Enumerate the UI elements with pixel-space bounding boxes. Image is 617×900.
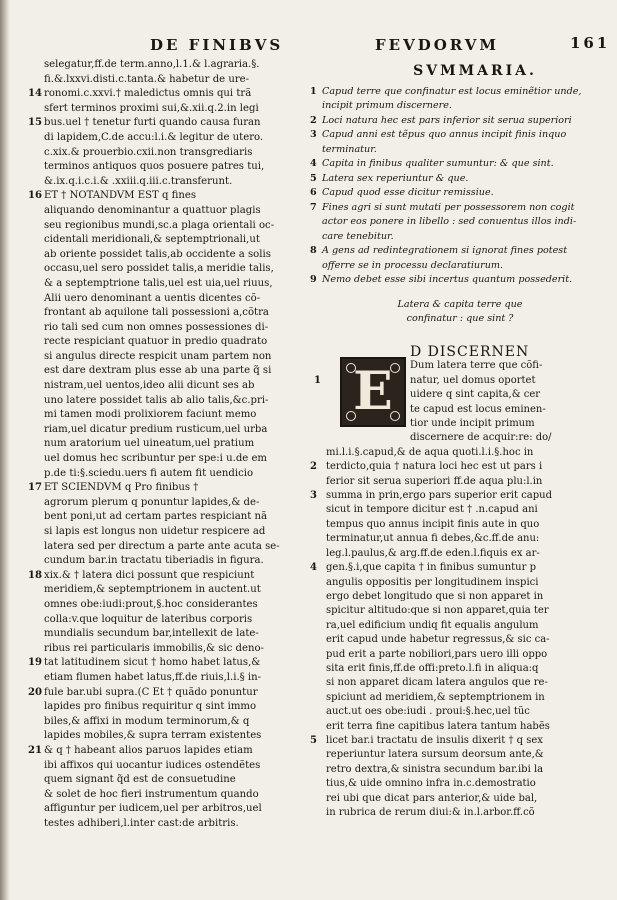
line-text: erit terra fine capitibus latera tantum habẽs: [326, 720, 550, 732]
margin-number: 1: [310, 85, 317, 97]
text-line: [28, 175, 313, 190]
line-text: ET SCIENDVM q Pro finibus †: [44, 482, 199, 494]
initial-letter: E: [353, 361, 393, 422]
text-line: [28, 204, 313, 219]
text-line: [28, 379, 313, 394]
text-line: [310, 676, 610, 690]
line-text: Latera sex reperiuntur & que.: [322, 172, 469, 184]
line-text: uno latere possidet talis ab alio talis,&c.pri-: [44, 394, 269, 406]
line-text: agrorum plerum q ponuntur lapides,& de-: [44, 496, 260, 508]
left-text-column: [28, 58, 313, 831]
line-text: actor eos ponere in libello : sed conuentus illos indi-: [322, 216, 577, 227]
text-line: [28, 510, 313, 525]
text-line: [28, 423, 313, 438]
line-text: omnes obe:iudi:prout,§.hoc considerantes: [44, 598, 258, 610]
text-line: [310, 633, 610, 647]
text-line: [310, 648, 610, 662]
margin-number: 5: [310, 734, 317, 746]
line-text: ronomi.c.xxvi.† maledictus omnis qui trã: [44, 88, 252, 100]
line-text: terminatur.: [322, 143, 377, 155]
text-line: [28, 569, 313, 584]
line-text: p.de ti:§.sciedu.uers fi autem fit uendicio: [44, 467, 254, 479]
line-text: fule bar.ubi supra.(C Et † quãdo ponuntur: [44, 686, 258, 698]
line-text: nistram,uel uentos,ideo alii dicunt ses ab: [44, 380, 255, 392]
folio-number: 161: [570, 34, 611, 52]
text-line: [310, 806, 610, 820]
summaria-list: [310, 85, 610, 288]
text-line: [28, 554, 313, 569]
line-text: tius,& uide omnino infra in.c.demostratio: [326, 778, 536, 790]
line-text: mundialis secundum bar,intellexit de late-: [44, 628, 259, 640]
text-line: [310, 403, 610, 417]
text-line: [310, 489, 610, 503]
line-text: sfert terminos proximi sui,&.xii.q.2.in legi: [44, 102, 259, 114]
line-text: si non apparet dicam latera angulos que re-: [326, 677, 548, 689]
text-line: [28, 598, 313, 613]
text-line: [310, 763, 610, 777]
text-line: [28, 131, 313, 146]
margin-number: 18: [28, 569, 43, 581]
text-line: [310, 705, 610, 719]
line-text: natur, uel domus oportet: [410, 374, 536, 386]
text-line: [28, 496, 313, 511]
line-text: rio tali sed cum non omnes possessiones di-: [44, 321, 269, 333]
line-text: tempus quo annus incipit finis aute in quo: [326, 518, 540, 530]
line-text: tior unde incipit primum: [410, 418, 535, 430]
margin-number: 3: [310, 129, 317, 140]
margin-number: 3: [310, 490, 317, 502]
line-text: di lapidem,C.de accu:l.i.& legitur de utero.: [44, 131, 264, 143]
margin-number: 1: [314, 374, 321, 386]
text-line: [28, 773, 313, 788]
text-line: [28, 102, 313, 117]
line-text: mi tamen modi prolixiorem faciunt memo: [44, 409, 257, 421]
line-text: incipit primum discernere.: [322, 100, 452, 111]
text-line: [310, 172, 610, 187]
text-line: [28, 350, 313, 365]
line-text: Capud terre que confinatur est locus eminẽtior unde,: [322, 85, 582, 97]
line-text: & q † habeant alios paruos lapides etiam: [44, 744, 253, 756]
line-text: affiguntur per iudicem,uel per arbitros,uel: [44, 803, 262, 815]
line-text: angulis oppositis per longitudinem inspici: [326, 576, 539, 588]
line-text: biles,& affixi in modum terminorum,& q: [44, 715, 250, 727]
line-text: Nemo debet esse sibi incertus quantum possederit.: [322, 274, 573, 285]
line-text: gen.§.i,que capita † in finibus sumuntur p: [326, 562, 536, 574]
line-text: in rubrica de rerum diui:& in.l.arbor.ff.cõ: [326, 807, 535, 818]
line-text: &.ix.q.i.c.i.& .xxiii.q.iii.c.transferunt.: [44, 175, 233, 187]
text-line: [28, 394, 313, 409]
section-subheading-line2: confinatur : que sint ?: [406, 313, 514, 324]
margin-number: 4: [310, 562, 317, 574]
text-line: [28, 408, 313, 423]
text-line: [310, 230, 610, 245]
text-line: [310, 662, 610, 676]
text-line: [310, 475, 610, 489]
text-line: [28, 262, 313, 277]
line-text: si angulus directe respicit unam partem non: [44, 350, 272, 362]
text-line: [310, 590, 610, 604]
text-line: [310, 359, 610, 373]
line-text: quem signant q̃d est de consuetudine: [44, 774, 236, 786]
margin-number: 16: [28, 190, 43, 202]
text-line: [310, 503, 610, 517]
text-line: [310, 792, 610, 806]
line-text: reperiuntur latera sursum deorsum ante,&: [326, 749, 544, 761]
text-line: [28, 87, 313, 102]
text-line: [28, 613, 313, 628]
line-text: cundum bar.in tractatu tiberiadis in figura.: [44, 555, 264, 567]
text-line: [28, 306, 313, 321]
line-text: te capud est locus eminen-: [410, 403, 546, 415]
margin-number: 14: [28, 88, 43, 100]
text-line: [310, 518, 610, 532]
text-line: [28, 540, 313, 555]
line-text: & solet de hoc fieri instrumentum quando: [44, 788, 259, 800]
line-text: num aratorium uel uineatum,uel pratium: [44, 438, 255, 450]
line-text: discernere de acquir:re: do/: [410, 432, 552, 444]
text-line: [28, 189, 313, 204]
text-line: [310, 547, 610, 561]
line-text: ribus rei particularis immobilis,& sic deno-: [44, 642, 264, 654]
text-line: [310, 244, 610, 259]
text-line: [310, 186, 610, 201]
line-text: sita erit finis,ff.de offi:preto.l.fi in aliqua:q: [326, 662, 539, 674]
text-line: [310, 157, 610, 172]
line-text: bent poni,ut ad certam partes respiciant nã: [44, 511, 268, 523]
line-text: terdicto,quia † natura loci hec est ut pars i: [326, 461, 543, 473]
text-line: [28, 744, 313, 759]
text-line: [28, 671, 313, 686]
text-line: [28, 160, 313, 175]
margin-number: 5: [310, 172, 317, 184]
text-line: [28, 802, 313, 817]
summaria-block: [310, 64, 610, 335]
text-line: [310, 388, 610, 402]
text-line: [28, 321, 313, 336]
line-text: erit capud unde habetur regressus,& sic ca-: [326, 634, 550, 646]
line-text: & a septemptrione talis,uel est uia,uel riuus,: [44, 277, 273, 289]
line-text: recte respiciant quatuor in predio quadrato: [44, 336, 268, 348]
line-text: licet bar.i tractatu de insulis dixerit † q sex: [326, 734, 543, 746]
line-text: ergo debet longitudo que si non apparet in: [326, 590, 544, 602]
line-text: meridiem,& septemptrionem in auctent.ut: [44, 584, 261, 596]
line-text: pud erit a parte nobiliori,pars uero illi oppo: [326, 648, 548, 660]
line-text: ibi affixos qui uocantur iudices ostendẽtes: [44, 759, 261, 771]
text-line: [310, 273, 610, 288]
line-text: fi.&.lxxvi.disti.c.tanta.& habetur de ure-: [44, 73, 250, 85]
text-line: [310, 128, 610, 143]
line-text: uidere q sint capita,& cer: [410, 389, 541, 401]
text-line: [310, 561, 610, 575]
line-text: uel domus hec scribuntur per spe:i u.de em: [44, 453, 268, 465]
text-line: [310, 720, 610, 734]
text-line: [310, 748, 610, 762]
text-line: [310, 259, 610, 274]
margin-number: 7: [310, 201, 317, 213]
text-line: [28, 467, 313, 482]
section-subheading-line1: Latera & capita terre que: [397, 298, 523, 310]
margin-number: 2: [310, 461, 317, 473]
line-text: retro dextra,& sinistra secundum bar.ibi la: [326, 763, 544, 775]
text-line: [310, 85, 610, 100]
text-line: [310, 114, 610, 129]
text-line: [28, 146, 313, 161]
text-line: [310, 777, 610, 791]
line-text: latera sed per directum a parte ante acuta se-: [44, 540, 280, 552]
line-text: etiam flumen habet latus,ff.de riuis,l.i.§ in-: [44, 671, 262, 683]
line-text: lapides mobiles,& supra terram existentes: [44, 730, 262, 742]
line-text: spiciunt ad meridiem,& septemptrionem in: [326, 691, 545, 703]
line-text: offerre se in processu declaratiurum.: [322, 259, 504, 271]
text-line: [310, 215, 610, 230]
text-line: [310, 99, 610, 114]
margin-number: 15: [28, 117, 43, 129]
line-text: mi.l.i.§.capud,& de aqua quoti.l.i.§.hoc in: [326, 446, 534, 458]
line-text: lapides pro finibus requiritur q sint immo: [44, 701, 257, 713]
margin-number: 6: [310, 187, 317, 198]
text-line: [310, 460, 610, 474]
text-line: [310, 374, 610, 388]
line-text: colla:v.que loquitur de lateribus corporis: [44, 613, 253, 625]
text-line: [28, 583, 313, 598]
text-line: [310, 576, 610, 590]
text-line: [310, 734, 610, 748]
summaria-title: SVMMARIA.: [413, 63, 537, 79]
text-line: [28, 277, 313, 292]
line-text: riam,uel dicatur predium rusticum,uel urba: [44, 423, 268, 435]
line-text: ET † NOTANDVM EST q fines: [44, 190, 197, 202]
text-line: [28, 233, 313, 248]
margin-number: 8: [310, 245, 317, 256]
text-line: [310, 143, 610, 158]
text-line: [28, 452, 313, 467]
text-line: [310, 446, 610, 460]
line-text: spicitur altitudo:que si non apparet,quia ter: [326, 605, 549, 617]
line-text: frontant ab aquilone tali possessioni a,cõtra: [44, 307, 269, 319]
text-line: [28, 481, 313, 496]
text-line: [28, 656, 313, 671]
text-line: [28, 58, 313, 73]
text-line: [310, 201, 610, 216]
line-text: bus.uel † tenetur furti quando causa furan: [44, 117, 261, 129]
line-text: si lapis est longus non uidetur respicere ad: [44, 526, 266, 537]
line-text: Capud anni est tẽpus quo annus incipit finis inquo: [322, 129, 567, 140]
margin-number: 19: [28, 657, 43, 669]
text-line: [28, 335, 313, 350]
text-line: [28, 292, 313, 307]
line-text: est dare dextram plus esse ab una parte q̃ si: [44, 365, 272, 377]
text-line: [28, 715, 313, 730]
text-line: [28, 116, 313, 131]
line-text: A gens ad redintegrationem si ignorat fines potest: [322, 245, 568, 256]
right-text-column: [310, 345, 610, 820]
margin-number: 2: [310, 114, 317, 126]
line-text: ab oriente possidet talis,ab occidente a solis: [44, 248, 271, 260]
text-line: [310, 431, 610, 445]
line-text: aliquando denominantur a quattuor plagis: [44, 204, 261, 216]
line-text: ferior sit serua superiori ff.de aqua plu:l.in: [326, 475, 543, 487]
line-text: xix.& † latera dici possunt que respiciunt: [44, 569, 255, 581]
line-text: ra,uel edificium undiq fit equalis angulum: [326, 619, 539, 631]
line-text: terminos antiquos quos posuere patres tui,: [44, 161, 265, 173]
text-line: [310, 345, 610, 359]
line-text: testes adhiberi,l.inter cast:de arbitris.: [44, 817, 239, 829]
text-line: [310, 532, 610, 546]
line-text: Alii uero denominant a uentis dicentes cõ-: [44, 292, 261, 304]
line-text: auct.ut oes obe:iudi . proui:§.hec,uel tũc: [326, 706, 530, 718]
text-line: [28, 525, 313, 540]
line-text: c.xix.& prouerbio.cxii.non transgrediaris: [44, 146, 253, 158]
text-line: [28, 627, 313, 642]
text-line: [28, 364, 313, 379]
margin-number: 4: [310, 158, 317, 169]
text-line: [28, 788, 313, 803]
text-line: [28, 73, 313, 88]
line-text: occasu,uel sero possidet talis,a meridie talis,: [44, 263, 274, 275]
text-line: [28, 219, 313, 234]
line-text: terminatur,ut annua fi debes,&c.ff.de anu:: [326, 533, 540, 545]
line-text: Loci natura hec est pars inferior sit serua superiori: [322, 114, 572, 126]
text-line: [28, 248, 313, 263]
line-text: leg.l.paulus,& arg.ff.de eden.l.fiquis ex ar-: [326, 547, 540, 559]
line-text: tat latitudinem sicut † homo habet latus,&: [44, 657, 261, 669]
line-text: Dum latera terre que cõfi-: [410, 360, 543, 372]
line-text: cidentali meridionali,& septemptrionali,ut: [44, 234, 260, 246]
text-line: [28, 817, 313, 832]
text-line: [310, 604, 610, 618]
margin-number: 17: [28, 482, 43, 494]
text-line: [310, 417, 610, 431]
line-text: Capita in finibus qualiter sumuntur: & que sint.: [322, 158, 554, 169]
line-text: D DISCERNEN: [410, 345, 530, 360]
margin-number: 21: [28, 744, 43, 756]
running-head-right: FEVDORVM: [375, 36, 499, 54]
book-spine-shadow: [0, 0, 10, 900]
text-line: [28, 686, 313, 701]
text-line: [28, 642, 313, 657]
line-text: seu regionibus mundi,sc.a plaga orientali oc-: [44, 219, 275, 231]
margin-number: 20: [28, 686, 43, 698]
text-line: [310, 691, 610, 705]
text-line: [28, 700, 313, 715]
text-line: [28, 729, 313, 744]
line-text: selegatur,ff.de term.anno,l.1.& l.agraria.§.: [44, 59, 260, 70]
margin-number: 9: [310, 274, 317, 285]
line-text: Fines agri si sunt mutati per possessorem non cogit: [322, 201, 575, 213]
line-text: sicut in tempore dicitur est † .n.capud ani: [326, 504, 538, 516]
running-head-left: DE FINIBVS: [150, 36, 284, 54]
text-line: [28, 759, 313, 774]
line-text: rei ubi que dicat pars anterior,& uide bal,: [326, 792, 538, 804]
line-text: Capud quod esse dicitur remissiue.: [322, 187, 494, 198]
text-line: [28, 437, 313, 452]
text-line: [310, 619, 610, 633]
line-text: summa in prin,ergo pars superior erit capud: [326, 490, 552, 502]
line-text: care tenebitur.: [322, 230, 394, 242]
